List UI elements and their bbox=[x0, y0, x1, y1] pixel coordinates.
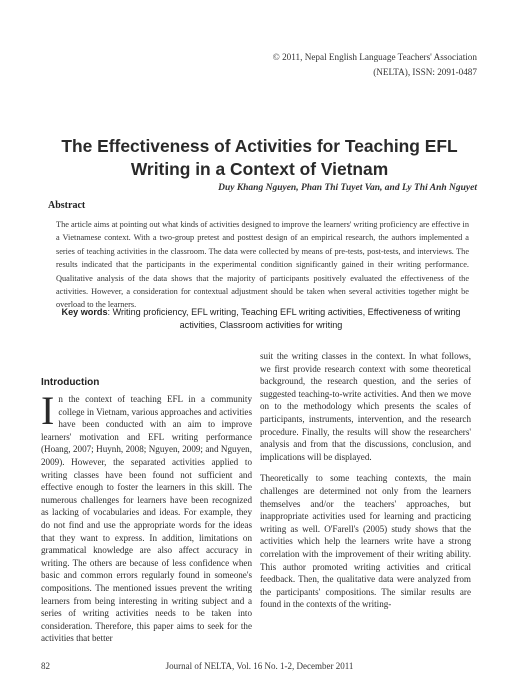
body-paragraph-1: suit the writing classes in the context. In what follows, we first provide research context with some theoretical background, the research question, and the series of suggested teaching-to-write activities. And then we move on to the methodology which presents the scales of participants, instruments, intervention, and the research procedure. Finally, the results will show the researchers' analysis and from that the discussions, conclusion, and implications will be displayed. bbox=[260, 351, 471, 462]
author-list: Duy Khang Nguyen, Phan Thi Tuyet Van, and Ly Thi Anh Nguyet bbox=[218, 183, 477, 193]
keywords-text: : Writing proficiency, EFL writing, Teaching EFL writing activities, Effectiveness of writing activities, Classroom activities for writing bbox=[107, 307, 461, 330]
article-title-line-2: Writing in a Context of Vietnam bbox=[130, 159, 389, 179]
body-paragraph-2: Theoretically to some teaching contexts, the main challenges are determined not only from the learners themselves and/or the teachers' approaches, but inappropriate activities used for learning and practicing writing as well. O'Farell's (2005) study shows that the activities which help the learners write have a strong correlation with the improvement of their writing ability. This author promoted writing activities and critical feedback. Then, the qualitative data were analyzed from the participants' compositions. The similar results are found in the contexts of the writing- bbox=[260, 473, 471, 610]
abstract-text: The article aims at pointing out what kinds of activities designed to improve the learners' writing proficiency are effective in a Vietnamese context. With a two-group pretest and posttest design of an empirical research, the authors implemented a series of teaching activities in the classroom. The data were collected by means of pre-tests, post-tests, and interviews. The results indicated that the participants in the experimental condition significantly gained in their writing performance. Qualitative analysis of the data shows that the majority of participants positively evaluated the effectiveness of the activities. However, a consideration for contextual adjustment should be taken when several activities together might be overload to the learners. bbox=[56, 220, 469, 310]
left-column bbox=[41, 376, 252, 654]
page-number: 82 bbox=[41, 661, 50, 671]
copyright-line-2: (NELTA), ISSN: 2091-0487 bbox=[373, 67, 477, 77]
drop-cap: I bbox=[41, 388, 55, 433]
keywords bbox=[50, 306, 472, 332]
right-column bbox=[260, 350, 471, 620]
introduction-heading: Introduction bbox=[41, 377, 100, 388]
article-title-line-1: The Effectiveness of Activities for Teaching EFL bbox=[61, 136, 458, 156]
keywords-label: Key words bbox=[61, 307, 108, 317]
article-title bbox=[20, 135, 499, 181]
introduction-paragraph bbox=[41, 388, 252, 645]
introduction-text: n the context of teaching EFL in a community college in Vietnam, various approaches and activities have been conducted with an aim to improve learners' motivation and EFL writing performance (Hoang, 2007; Huynh, 2008; Nguyen, 2009; and Nguyen, 2009). However, the separated activities applied to writing classes have been found not sufficient and effective enough to foster the learners in this skill. The numerous challenges for learners have been recognized as lacking of vocabularies and ideas. For example, they do not find and use the appropriate words for the ideas that they want to express. In addition, limitations on grammatical knowledge are also affect accuracy in writing. The others are because of less confidence when basic and common errors regularly found in someone's compositions. The mentioned issues prevent the writing learners from being interesting in writing subject and a series of writing activities needs to be taken into consideration. Therefore, this paper aims to seek for the activities that better bbox=[41, 394, 252, 644]
copyright-notice bbox=[177, 50, 477, 80]
journal-citation: Journal of NELTA, Vol. 16 No. 1-2, December 2011 bbox=[165, 661, 354, 671]
abstract-heading: Abstract bbox=[48, 200, 86, 211]
copyright-line-1: © 2011, Nepal English Language Teachers' Association bbox=[272, 52, 477, 62]
